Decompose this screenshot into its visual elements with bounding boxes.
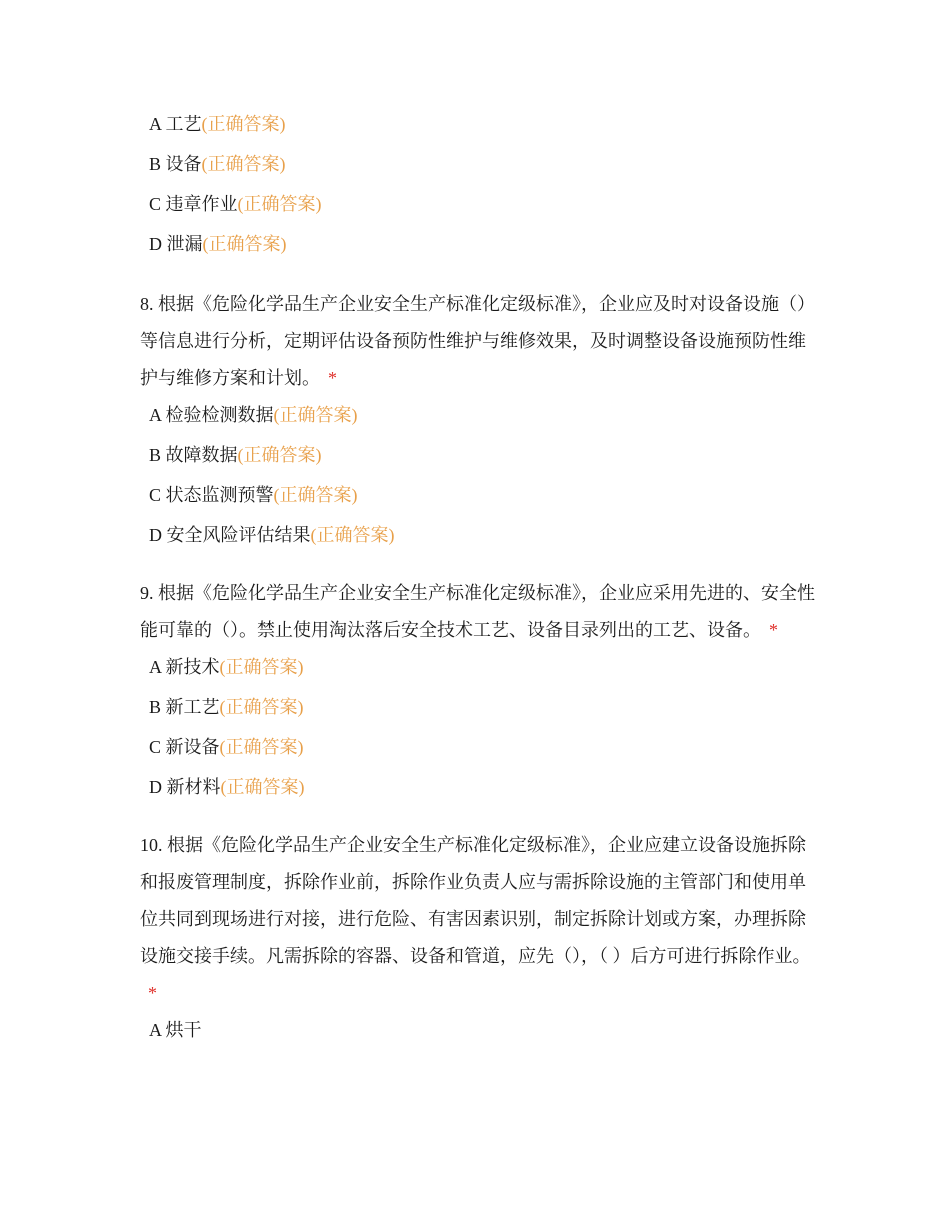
option-letter: A — [149, 1020, 162, 1040]
option-text: 检验检测数据 — [165, 405, 274, 425]
option-text: 新材料 — [166, 777, 221, 797]
question-text: 根据《危险化学品生产企业安全生产标准化定级标准》，企业应及时对设备设施（）等信息进行分析，定期评估设备预防性维护与维修效果，及时调整设备设施预防性维护与维修方案和计划。 — [140, 294, 815, 388]
option-letter: A — [149, 405, 162, 425]
option-letter: C — [149, 485, 162, 505]
prev-question-options — [140, 112, 815, 272]
question-number: 8. — [140, 294, 154, 314]
option-letter: B — [149, 154, 162, 174]
option-text: 泄漏 — [166, 234, 203, 254]
correct-answer-tag: (正确答案) — [219, 657, 304, 677]
correct-answer-tag: (正确答案) — [237, 445, 322, 465]
option-letter: D — [149, 234, 162, 254]
question-number: 9. — [140, 583, 154, 603]
option-letter: B — [149, 697, 162, 717]
correct-answer-tag: (正确答案) — [273, 485, 358, 505]
option-text: 安全风险评估结果 — [166, 525, 311, 545]
question-9-options — [140, 655, 815, 815]
option-c[interactable] — [140, 735, 815, 775]
option-letter: B — [149, 445, 162, 465]
correct-answer-tag: (正确答案) — [237, 194, 322, 214]
required-mark: * — [148, 983, 157, 1003]
question-number: 10. — [140, 835, 163, 855]
option-a[interactable] — [140, 112, 815, 152]
option-text: 新工艺 — [165, 697, 220, 717]
option-d[interactable] — [140, 232, 815, 272]
question-8-options — [140, 403, 815, 563]
question-text: 根据《危险化学品生产企业安全生产标准化定级标准》，企业应采用先进的、安全性能可靠的（）。禁止使用淘汰落后安全技术工艺、设备目录列出的工艺、设备。 — [140, 583, 815, 640]
correct-answer-tag: (正确答案) — [273, 405, 358, 425]
option-letter: D — [149, 777, 162, 797]
option-text: 工艺 — [165, 114, 202, 134]
option-c[interactable] — [140, 483, 815, 523]
option-d[interactable] — [140, 775, 815, 815]
option-text: 新设备 — [165, 737, 220, 757]
option-b[interactable] — [140, 443, 815, 483]
correct-answer-tag: (正确答案) — [310, 525, 395, 545]
option-letter: A — [149, 657, 162, 677]
option-text: 违章作业 — [165, 194, 238, 214]
option-a[interactable] — [140, 1018, 815, 1058]
option-c[interactable] — [140, 192, 815, 232]
option-text: 设备 — [165, 154, 202, 174]
option-text: 故障数据 — [165, 445, 238, 465]
option-a[interactable] — [140, 403, 815, 443]
required-mark: * — [769, 620, 778, 640]
question-9 — [140, 575, 815, 649]
correct-answer-tag: (正确答案) — [219, 697, 304, 717]
option-text: 烘干 — [165, 1020, 202, 1040]
required-mark: * — [328, 368, 337, 388]
question-text: 根据《危险化学品生产企业安全生产标准化定级标准》，企业应建立设备设施拆除和报废管理制度，拆除作业前，拆除作业负责人应与需拆除设施的主管部门和使用单位共同到现场进行对接，进行危险、有害因素识别，制定拆除计划或方案，办理拆除设施交接手续。凡需拆除的容器、设备和管道，应先（），（ ）后方可进行拆除作业。 — [140, 835, 811, 966]
question-8 — [140, 286, 815, 397]
correct-answer-tag: (正确答案) — [219, 737, 304, 757]
option-letter: C — [149, 194, 162, 214]
option-text: 状态监测预警 — [165, 485, 274, 505]
option-b[interactable] — [140, 695, 815, 735]
question-10-options — [140, 1018, 815, 1058]
correct-answer-tag: (正确答案) — [201, 154, 286, 174]
correct-answer-tag: (正确答案) — [201, 114, 286, 134]
option-letter: C — [149, 737, 162, 757]
option-text: 新技术 — [165, 657, 220, 677]
option-b[interactable] — [140, 152, 815, 192]
option-d[interactable] — [140, 523, 815, 563]
quiz-page — [140, 112, 815, 1058]
question-10 — [140, 827, 815, 1012]
option-letter: A — [149, 114, 162, 134]
option-a[interactable] — [140, 655, 815, 695]
correct-answer-tag: (正确答案) — [202, 234, 287, 254]
option-letter: D — [149, 525, 162, 545]
correct-answer-tag: (正确答案) — [220, 777, 305, 797]
